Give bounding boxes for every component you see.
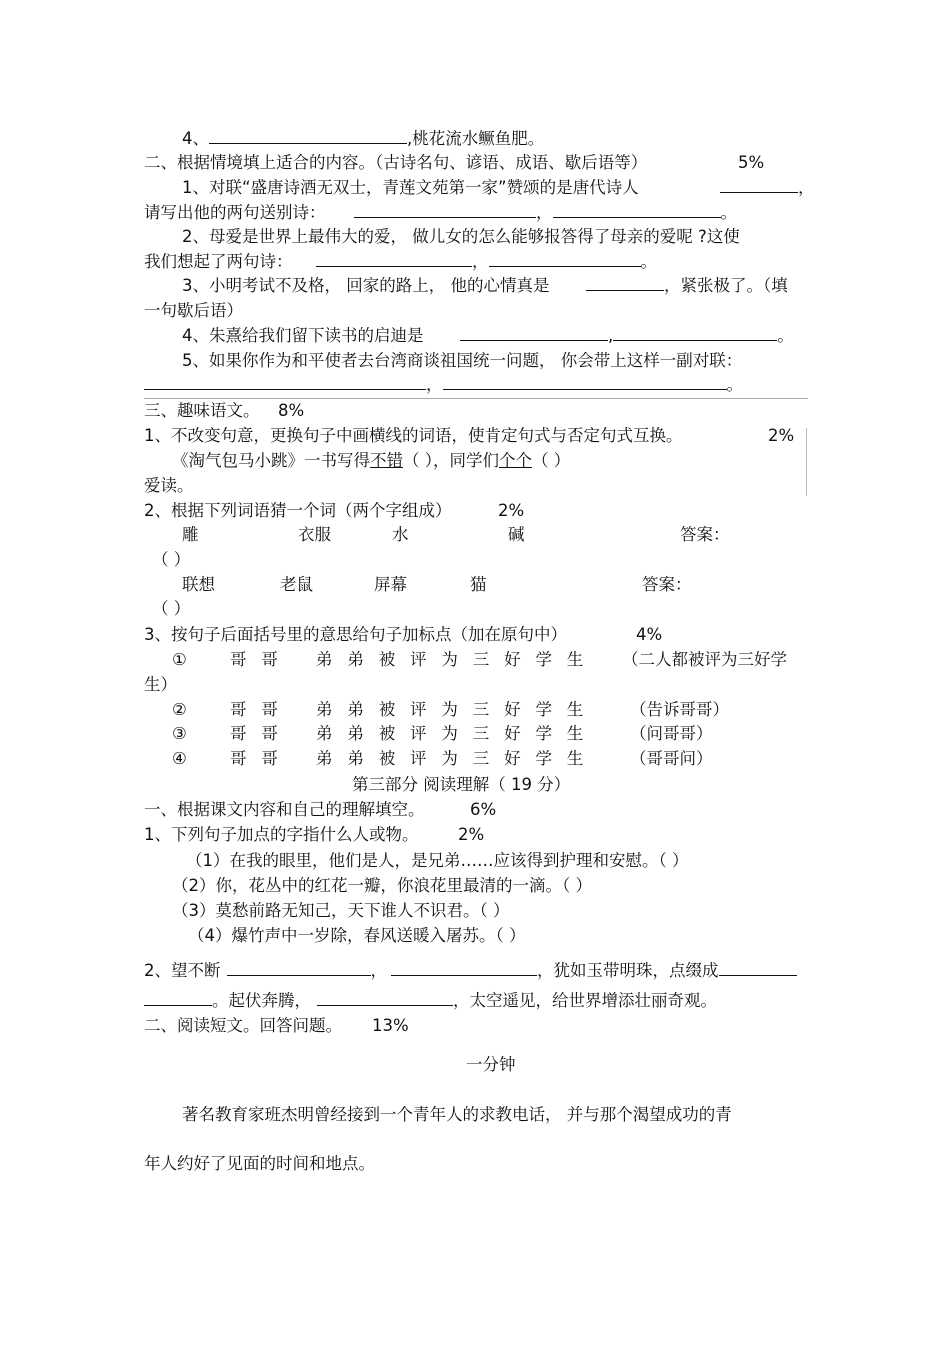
story-title: 一分钟 xyxy=(466,1055,516,1074)
s2-q1-blank: ， xyxy=(720,177,815,199)
sentence-part1: 哥哥 xyxy=(230,700,293,719)
s2-score: 5% xyxy=(738,153,765,172)
group2-word: 猫 xyxy=(470,575,487,594)
answer-blank[interactable] xyxy=(316,251,472,267)
answer-blank[interactable] xyxy=(443,374,727,390)
answer-blank[interactable] xyxy=(489,251,641,267)
s3-q2: 2、根据下列词语猜一个词（两个字组成） xyxy=(144,501,452,520)
s2-q3-line2: 一句歇后语） xyxy=(144,301,243,320)
sentence-num: ② xyxy=(172,700,187,719)
p3-s2-title: 二、阅读短文。回答问题。 xyxy=(144,1016,342,1035)
answer-blank[interactable] xyxy=(144,374,426,390)
s3-title: 三、趣味语文。 xyxy=(144,401,260,420)
underlined-word: 不错 xyxy=(370,451,403,470)
group1-word: 碱 xyxy=(508,525,525,544)
answer-blank[interactable] xyxy=(317,990,453,1006)
section-divider xyxy=(144,398,808,399)
sentence-note: （二人都被评为三好学 xyxy=(622,650,787,669)
group2-word: 联想 xyxy=(182,575,215,594)
sentence-note: （告诉哥哥） xyxy=(630,700,729,719)
s2-q2-blanks: ， 。 xyxy=(316,251,657,273)
answer-blank[interactable] xyxy=(391,960,537,976)
sentence-part2: 弟弟被评为三好学生 xyxy=(316,700,599,719)
p3-s1-title: 一、根据课文内容和自己的理解填空。 xyxy=(144,800,425,819)
sentence-note-wrap: 生） xyxy=(144,675,177,694)
sentence-part2: 弟弟被评为三好学生 xyxy=(316,650,599,669)
s3-q1-score: 2% xyxy=(768,426,795,445)
group2-answer-label: 答案： xyxy=(642,575,692,594)
story-paragraph: 著名教育家班杰明曾经接到一个青年人的求教电话， 并与那个渴望成功的青 xyxy=(182,1105,732,1124)
s3-q1: 1、不改变句意，更换句子中画横线的词语，使肯定句式与否定句式互换。 xyxy=(144,426,683,445)
answer-blank[interactable] xyxy=(227,960,371,976)
answer-blank[interactable] xyxy=(553,202,721,218)
sentence-part2: 弟弟被评为三好学生 xyxy=(316,749,599,768)
sentence-num: ① xyxy=(172,650,187,669)
p3-q1-score: 2% xyxy=(458,825,485,844)
sentence-num: ④ xyxy=(172,749,187,768)
answer-blank[interactable] xyxy=(719,960,797,976)
p3-q2-line1: 2、望不断 ， ，犹如玉带明珠，点缀成 xyxy=(144,960,797,982)
s2-q5-blanks: ， 。 xyxy=(144,374,743,396)
underlined-word: 个个 xyxy=(499,451,532,470)
margin-rule xyxy=(806,428,807,496)
p3-q2-line2: 。起伏奔腾， ，太空遥见，给世界增添壮丽奇观。 xyxy=(144,990,717,1012)
s3-q1-sentence: 《淘气包马小跳》一书写得不错（ ），同学们个个（ ） xyxy=(172,451,571,470)
answer-blank[interactable] xyxy=(354,202,536,218)
p3-q1: 1、下列句子加点的字指什么人或物。 xyxy=(144,825,419,844)
answer-blank[interactable] xyxy=(613,325,777,341)
p3-item: （2）你，花丛中的红花一瓣，你浪花里最清的一滴。（ ） xyxy=(172,876,592,895)
s3-q3-score: 4% xyxy=(636,625,663,644)
s2-q2-line2: 我们想起了两句诗： xyxy=(144,252,293,271)
sentence-part2: 弟弟被评为三好学生 xyxy=(316,724,599,743)
s2-q5: 5、如果你作为和平使者去台湾商谈祖国统一问题， 你会带上这样一副对联： xyxy=(182,351,743,370)
s2-q1-line2: 请写出他的两句送别诗： xyxy=(144,203,326,222)
s2-q3-line1: 3、小明考试不及格， 回家的路上， 他的心情真是 xyxy=(182,276,550,295)
p3-item: （1）在我的眼里，他们是人，是兄弟……应该得到护理和安慰。（ ） xyxy=(186,851,689,870)
sentence-part1: 哥哥 xyxy=(230,749,293,768)
s3-q2-score: 2% xyxy=(498,501,525,520)
s2-q4: 4、朱熹给我们留下读书的启迪是 xyxy=(182,326,424,345)
part3-title: 第三部分 阅读理解（ 19 分） xyxy=(352,775,571,794)
s2-title: 二、根据情境填上适合的内容。（古诗名句、谚语、成语、歇后语等） xyxy=(144,153,648,172)
group2-word: 屏幕 xyxy=(374,575,407,594)
sentence-num: ③ xyxy=(172,724,187,743)
p3-item: （4）爆竹声中一岁除，春风送暖入屠苏。（ ） xyxy=(188,926,526,945)
s2-q2-line1: 2、母爱是世界上最伟大的爱， 做儿女的怎么能够报答得了母亲的爱呢 ?这使 xyxy=(182,227,740,246)
story-paragraph-cont: 年人约好了见面的时间和地点。 xyxy=(144,1154,375,1173)
sentence-note: （问哥哥） xyxy=(630,724,713,743)
group1-word: 雕 xyxy=(182,525,199,544)
s2-q1-blanks: ， 。 xyxy=(354,202,737,224)
s3-q3: 3、按句子后面括号里的意思给句子加标点（加在原句中） xyxy=(144,625,567,644)
group2-answer-paren[interactable]: （ ） xyxy=(152,599,191,618)
answer-blank[interactable] xyxy=(209,128,407,144)
s3-q1-end: 爱读。 xyxy=(144,476,194,495)
sentence-part1: 哥哥 xyxy=(230,650,293,669)
group1-answer-paren[interactable]: （ ） xyxy=(152,550,191,569)
s2-q3-blank: ，紧张极了。（填 xyxy=(586,275,788,297)
sentence-note: （哥哥问） xyxy=(630,749,713,768)
p3-s2-score: 13% xyxy=(372,1016,409,1035)
group1-answer-label: 答案： xyxy=(680,525,730,544)
s1-q4: 4、 ,桃花流水鳜鱼肥。 xyxy=(182,129,545,148)
s2-q1-line1: 1、对联“盛唐诗酒无双士，青莲文苑第一家”赞颂的是唐代诗人 xyxy=(182,178,639,197)
p3-item: （3）莫愁前路无知己，天下谁人不识君。（ ） xyxy=(172,901,510,920)
s2-q4-blanks: , 。 xyxy=(460,325,794,347)
answer-blank[interactable] xyxy=(460,325,608,341)
s3-score: 8% xyxy=(278,401,305,420)
answer-blank[interactable] xyxy=(144,990,212,1006)
answer-blank[interactable] xyxy=(586,275,664,291)
sentence-part1: 哥哥 xyxy=(230,724,293,743)
group2-word: 老鼠 xyxy=(280,575,313,594)
p3-s1-score: 6% xyxy=(470,800,497,819)
group1-word: 水 xyxy=(392,525,409,544)
answer-blank[interactable] xyxy=(720,177,798,193)
group1-word: 衣服 xyxy=(298,525,331,544)
